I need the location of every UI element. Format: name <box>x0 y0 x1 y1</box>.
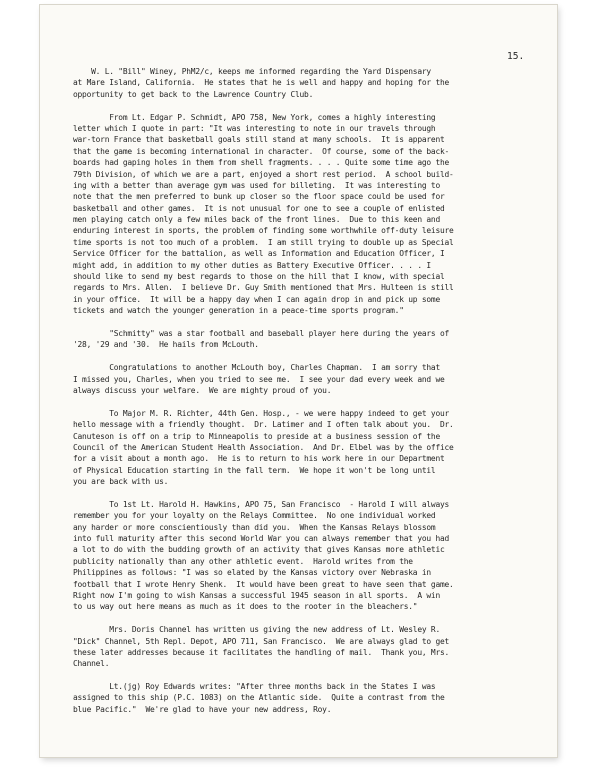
text-line: hello message with a friendly thought. Dr. Latimer and I often talk about you. Dr. <box>73 420 454 430</box>
text-line: a lot to do with the budding growth of an activity that gives Kansas more athletic <box>73 545 445 555</box>
text-line: 79th Division, of which we are a part, enjoyed a short rest period. A school build- <box>73 169 454 179</box>
text-line: To 1st Lt. Harold H. Hawkins, APO 75, San Francisco - Harold I will always <box>73 499 450 509</box>
paragraph <box>73 624 573 670</box>
text-line: '28, '29 and '30. He hails from McLouth. <box>73 340 259 350</box>
paragraph-gap <box>73 396 573 407</box>
text-line: into full maturity after this second World War you can always remember that you had <box>73 534 450 544</box>
text-line: boards had gaping holes in them from shell fragments. . . . Quite some time ago the <box>73 158 450 168</box>
letter-body <box>73 66 573 715</box>
text-line: any harder or more conscientiously than did you. When the Kansas Relays blossom <box>73 522 436 532</box>
text-line: enduring interest in sports, the problem of finding some worthwhile off-duty leisure <box>73 226 454 236</box>
text-line: ing with a better than average gym was used for billeting. It was interesting to <box>73 180 440 190</box>
text-line: should like to send my best regards to those on the hill that I know, with special <box>73 272 445 282</box>
text-line: W. L. "Bill" Winey, PhM2/c, keeps me informed regarding the Yard Dispensary <box>73 67 431 76</box>
text-line: assigned to this ship (P.C. 1083) on the Atlantic side. Quite a contrast from the <box>73 693 445 703</box>
text-line: you are back with us. <box>73 477 169 487</box>
text-line: tickets and watch the younger generation in a peace-time sports program." <box>73 306 404 316</box>
paragraph <box>73 112 573 317</box>
text-line: note that the men preferred to bunk up closer so the floor space could be used for <box>73 192 445 202</box>
text-line: Council of the American Student Health Association. And Dr. Elbel was by the office <box>73 442 454 452</box>
text-line: publicity nationally than any other athletic event. Harold writes from the <box>73 556 413 566</box>
text-line: Lt.(jg) Roy Edwards writes: "After three months back in the States I was <box>73 682 436 692</box>
paragraph-gap <box>73 351 573 362</box>
text-line: Congratulations to another McLouth boy, Charles Chapman. I am sorry that <box>73 363 440 373</box>
text-line: blue Pacific." We're glad to have your new address, Roy. <box>73 704 332 714</box>
text-line: To Major M. R. Richter, 44th Gen. Hosp., - we were happy indeed to get your <box>73 408 450 418</box>
text-line: remember you for your loyalty on the Relays Committee. No one individual worked <box>73 511 436 521</box>
text-line: I missed you, Charles, when you tried to see me. I see your dad every week and we <box>73 374 445 384</box>
text-line: might add, in addition to my other duties as Battery Executive Officer. . . . I <box>73 260 431 270</box>
text-line: men playing catch only a few miles back of the front lines. Due to this keen and <box>73 215 440 225</box>
text-line: at Mare Island, California. He states that he is well and happy and hoping for the <box>73 78 450 88</box>
page-number: 15. <box>507 51 525 62</box>
text-line: time sports is not too much of a problem. I am still trying to double up as Special <box>73 237 454 247</box>
text-line: From Lt. Edgar P. Schmidt, APO 758, New York, comes a highly interesting <box>73 112 436 122</box>
paragraph-gap <box>73 317 573 328</box>
paragraph <box>73 66 573 100</box>
text-line: "Dick" Channel, 5th Repl. Depot, APO 711, San Francisco. We are always glad to get <box>73 636 450 646</box>
paragraph <box>73 681 573 715</box>
text-line: "Schmitty" was a star football and baseball player here during the years of <box>73 328 450 338</box>
text-line: regards to Mrs. Allen. I believe Dr. Guy Smith mentioned that Mrs. Hulteen is still <box>73 283 454 293</box>
text-line: Right now I'm going to wish Kansas a successful 1945 season in all sports. A win <box>73 590 440 600</box>
text-line: Mrs. Doris Channel has written us giving the new address of Lt. Wesley R. <box>73 625 440 635</box>
paragraph <box>73 408 573 488</box>
text-line: of Physical Education starting in the fall term. We hope it won't be long until <box>73 465 436 475</box>
paragraph-gap <box>73 487 573 498</box>
text-line: to us way out here means as much as it does to the rooter in the bleachers." <box>73 602 418 612</box>
paragraph <box>73 362 573 396</box>
text-line: basketball and other games. It is not unusual for one to see a couple of enlisted <box>73 203 445 213</box>
paragraph-gap <box>73 670 573 681</box>
text-line: football that I wrote Henry Shenk. It would have been great to have seen that game. <box>73 579 454 589</box>
text-line: for a visit about a month ago. He is to return to his work here in our Department <box>73 454 445 464</box>
text-line: these later addresses because it facilitates the handling of mail. Thank you, Mrs. <box>73 647 450 657</box>
text-line: Service Officer for the battalion, as well as Information and Education Officer, I <box>73 249 445 259</box>
text-line: Philippines as follows: "I was so elated by the Kansas victory over Nebraska in <box>73 568 431 578</box>
text-line: war-torn France that basketball goals still stand at many schools. It is apparent <box>73 135 445 145</box>
paragraph-gap <box>73 613 573 624</box>
text-line: in your office. It will be a happy day when I can again drop in and pick up some <box>73 294 440 304</box>
text-line: that the game is becoming international in character. Of course, some of the back- <box>73 146 450 156</box>
text-line: Channel. <box>73 659 110 669</box>
text-line: always discuss your welfare. We are mighty proud of you. <box>73 385 332 395</box>
paragraph-gap <box>73 100 573 111</box>
text-line: opportunity to get back to the Lawrence Country Club. <box>73 89 314 99</box>
text-line: Canuteson is off on a trip to Minneapolis to preside at a business session of the <box>73 431 440 441</box>
paragraph <box>73 328 573 351</box>
text-line: letter which I quote in part: "It was interesting to note in our travels through <box>73 123 436 133</box>
paragraph <box>73 499 573 613</box>
